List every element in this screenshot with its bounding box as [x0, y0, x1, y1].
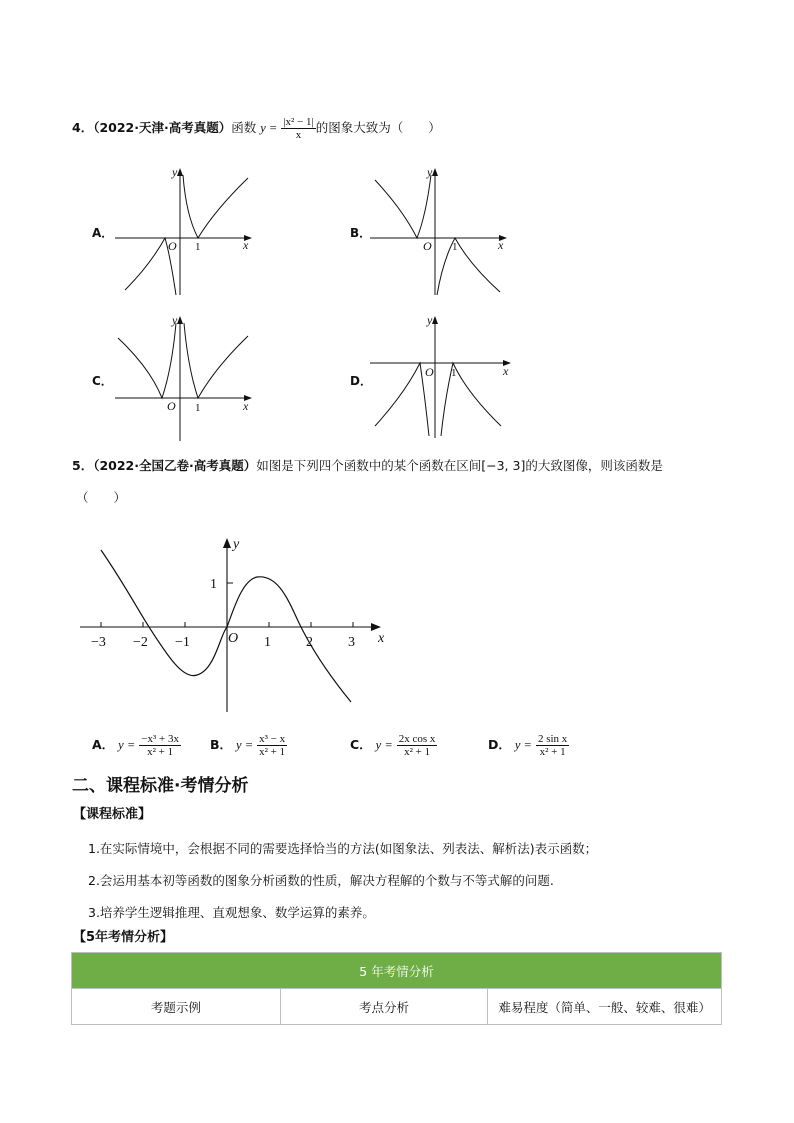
column-topic-analysis: 考点分析 — [280, 989, 488, 1025]
q4-stem — [72, 116, 441, 141]
q5-option-a-den: x² + 1 — [147, 746, 174, 758]
q5-option-c-lhs: y = — [375, 738, 393, 752]
q4-fraction-den: x — [295, 129, 302, 141]
q4-source: （2022·天津·高考真题） — [93, 120, 232, 135]
q4-number: 4． — [72, 120, 94, 135]
q4-option-c-label: C． — [92, 374, 113, 388]
exam-analysis-heading: 【5年考情分析】 — [73, 930, 174, 945]
q4-suffix: 的图象大致为（ ） — [315, 120, 441, 135]
q5-paren: （ ） — [76, 490, 127, 505]
q4-b-y-label: y — [427, 165, 433, 179]
q5-graph — [75, 530, 395, 715]
q4-option-c-graph — [110, 308, 260, 448]
q4-c-origin: O — [167, 399, 176, 413]
column-exam-examples: 考题示例 — [72, 989, 281, 1025]
q5-x-tick-1: 1 — [264, 635, 271, 650]
column-difficulty: 难易程度（简单、一般、较难、很难） — [488, 989, 722, 1025]
q5-option-b-label: B． — [210, 737, 233, 752]
q4-d-one: 1 — [451, 367, 457, 379]
q4-option-d-label: D． — [350, 374, 372, 388]
curriculum-standard-heading: 【课程标准】 — [73, 807, 152, 822]
table-header: 5 年考情分析 — [72, 953, 722, 989]
q5-number: 5． — [72, 458, 94, 473]
q5-option-c-den: x² + 1 — [404, 746, 431, 758]
q5-option-a-lhs: y = — [118, 738, 136, 752]
q5-option-b-num: x³ − x — [259, 733, 286, 745]
q4-b-one: 1 — [452, 241, 458, 253]
q4-a-x-label: x — [243, 238, 249, 252]
q4-c-y-label: y — [172, 313, 178, 327]
standard-item-2: 2.会运用基本初等函数的图象分析函数的性质，解决方程解的个数与不等式解的问题. — [88, 873, 554, 888]
q5-option-d — [488, 733, 569, 758]
q5-option-d-label: D． — [488, 737, 511, 752]
q4-d-y-label: y — [427, 313, 433, 327]
q4-c-x-label: x — [243, 399, 249, 413]
q5-option-b-lhs: y = — [236, 738, 254, 752]
q4-c-one: 1 — [195, 402, 201, 414]
q4-y-eq: y = — [260, 121, 278, 135]
q4-prefix: 函数 — [231, 120, 257, 135]
q5-option-c-label: C． — [350, 737, 372, 752]
q5-x-tick-neg1: −1 — [175, 635, 190, 650]
q4-b-origin: O — [423, 239, 432, 253]
q5-option-d-den: x² + 1 — [539, 746, 566, 758]
q5-x-axis-label: x — [378, 631, 385, 646]
q4-option-a-graph — [110, 160, 260, 300]
q4-option-d-graph — [365, 308, 515, 448]
q4-d-origin: O — [425, 365, 434, 379]
q5-origin-label: O — [228, 631, 239, 646]
q5-curve — [101, 550, 351, 702]
q4-a-y-label: y — [172, 165, 178, 179]
standard-item-3: 3.培养学生逻辑推理、直观想象、数学运算的素养。 — [88, 905, 375, 920]
q5-option-c — [350, 733, 437, 758]
section-title: 二、课程标准·考情分析 — [72, 776, 249, 796]
q4-a-one: 1 — [195, 241, 201, 253]
q5-option-b-den: x² + 1 — [259, 746, 286, 758]
q4-option-a-label: A． — [92, 226, 114, 240]
q4-option-b-label: B． — [350, 226, 372, 240]
q5-option-b — [210, 733, 287, 758]
q4-option-b-graph — [365, 160, 515, 300]
q5-x-tick-3: 3 — [348, 635, 355, 650]
q4-fraction-num: |x² − 1| — [283, 116, 314, 128]
exam-analysis-table — [71, 952, 722, 1025]
q5-y-axis-label: y — [233, 537, 240, 552]
q5-x-tick-neg2: −2 — [133, 635, 148, 650]
q5-option-a — [92, 733, 181, 758]
q5-source: （2022·全国乙卷·高考真题） — [93, 458, 257, 473]
q5-x-tick-neg3: −3 — [91, 635, 106, 650]
standard-item-1: 1.在实际情境中，会根据不同的需要选择恰当的方法(如图象法、列表法、解析法)表示函数； — [88, 841, 598, 856]
q5-x-tick-2: 2 — [306, 635, 313, 650]
q5-y-tick-1: 1 — [210, 577, 217, 592]
q5-option-d-num: 2 sin x — [537, 733, 568, 745]
q5-option-a-num: −x³ + 3x — [141, 733, 179, 745]
q5-option-c-num: 2x cos x — [398, 733, 436, 745]
q5-option-d-lhs: y = — [514, 738, 532, 752]
q4-a-origin: O — [168, 239, 177, 253]
q4-b-x-label: x — [498, 238, 504, 252]
q4-d-x-label: x — [503, 364, 509, 378]
q5-option-a-label: A． — [92, 737, 115, 752]
q5-stem — [72, 457, 663, 475]
q4-fraction — [281, 116, 315, 141]
q5-text: 如图是下列四个函数中的某个函数在区间[−3, 3]的大致图像，则该函数是 — [256, 458, 663, 473]
